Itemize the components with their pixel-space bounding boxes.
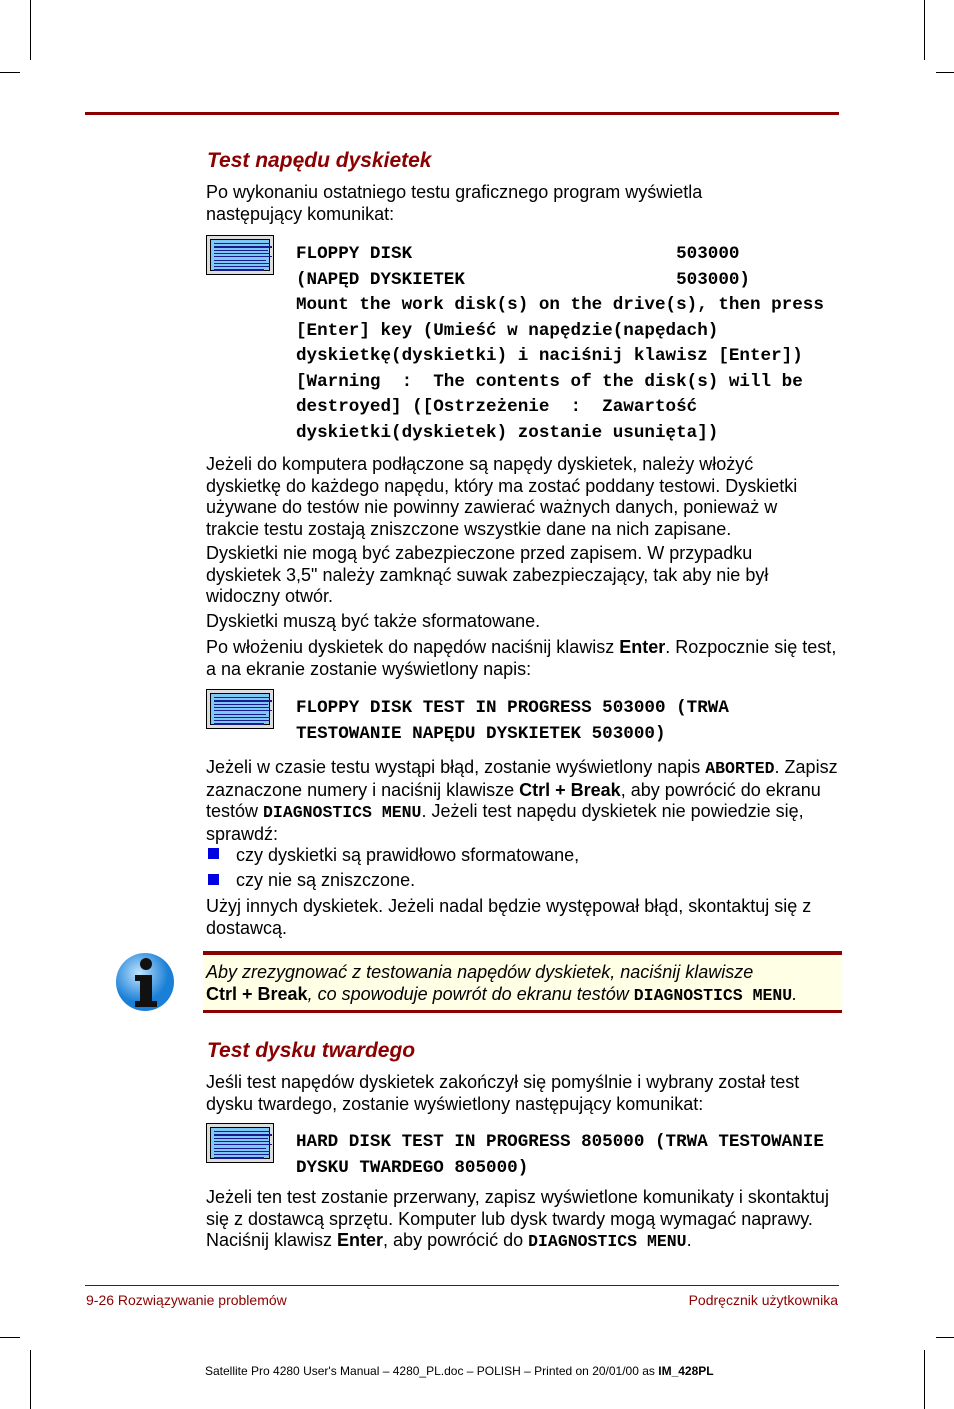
screen-line [214, 1144, 272, 1145]
screen-message: FLOPPY DISK 503000 (NAPĘD DYSKIETEK 503000) Mount the work disk(s) on the drive(s), then press [Enter] key (Umieść w napędzie(napędach) dyskietkę(dyskietki) i naciśnij klawisz [Enter]) [Warning : The contents of the disk(s) will be destroyed] ([Ostrzeżenie : Zawartość dyskietki(dyskietek) zostanie usunięta]) [296, 244, 824, 443]
screen-line [214, 707, 270, 708]
bullet-item: czy dyskietki są prawidłowo sformatowane, [236, 845, 580, 865]
paragraph: Użyj innych dyskietek. Jeżeli nadal będzie występował błąd, skontaktuj się z dostawcą. [206, 896, 812, 938]
screen-line [214, 700, 272, 701]
screen-line [214, 1134, 272, 1135]
screen-line [214, 717, 270, 718]
screen-line [214, 260, 266, 261]
print-info: Satellite Pro 4280 User's Manual – 4280_PL.doc – POLISH – Printed on 20/01/00 as IM_428PL [205, 1364, 714, 1378]
screen-icon [206, 235, 274, 275]
bullet-icon [208, 848, 219, 859]
screen-line [214, 1154, 270, 1155]
paragraph: Jeżeli ten test zostanie przerwany, zapisz wyświetlone komunikaty i skontaktuj się z dostawcą sprzętu. Komputer lub dysk twardy mogą wymagać naprawy. Naciśnij klawisz Enter, aby powrócić do DIAGNOSTICS MENU. [206, 1187, 829, 1251]
bullet-item: czy nie są zniszczone. [236, 870, 416, 890]
screen-line [214, 1151, 270, 1152]
screen-line [214, 250, 268, 251]
footer-right: Podręcznik użytkownika [688, 1292, 838, 1308]
crop-mark [924, 1350, 925, 1409]
section-title: Test dysku twardego [207, 1039, 416, 1062]
paragraph: Po wykonaniu ostatniego testu graficznego program wyświetla następujący komunikat: [206, 182, 703, 224]
screen-line [214, 1131, 270, 1132]
screen-line [214, 723, 264, 724]
screen-line [214, 246, 272, 247]
footer-rule [85, 1285, 839, 1286]
screen-message: FLOPPY DISK TEST IN PROGRESS 503000 (TRWA TESTOWANIE NAPĘDU DYSKIETEK 503000) [296, 698, 729, 744]
paragraph: Dyskietki nie mogą być zabezpieczone przed zapisem. W przypadku dyskietek 3,5" należy zamknąć suwak zabezpieczający, tak aby nie był widoczny otwór. [206, 543, 769, 606]
paragraph: Jeżeli w czasie testu wystąpi błąd, zostanie wyświetlony napis ABORTED. Zapisz zaznaczone numery i naciśnij klawisze Ctrl + Break, aby powrócić do ekranu testów DIAGNOSTICS MENU. Jeżeli test napędu dyskietek nie powiedzie się, sprawdź: [206, 757, 838, 844]
note-box [203, 951, 842, 1013]
screen-line [214, 697, 270, 698]
screen-message: HARD DISK TEST IN PROGRESS 805000 (TRWA TESTOWANIE DYSKU TWARDEGO 805000) [296, 1132, 824, 1178]
crop-mark [30, 1350, 31, 1409]
screen-line [214, 266, 270, 267]
screen-icon [206, 689, 274, 729]
crop-mark [936, 72, 954, 73]
paragraph: Jeżeli do komputera podłączone są napędy dyskietek, należy włożyć dyskietkę do każdego napędu, który ma zostać poddany testowi. Dyskietki używane do testów nie powinny zawierać ważnych danych, ponieważ w trakcie testu zostają zniszczone wszystkie dane na nich zapisane. [206, 454, 798, 539]
crop-mark [0, 72, 20, 73]
screen-line [214, 256, 272, 257]
screen-line [214, 1138, 268, 1139]
footer-left: 9-26 Rozwiązywanie problemów [86, 1292, 287, 1308]
paragraph: Dyskietki muszą być także sformatowane. [206, 611, 541, 631]
crop-mark [936, 1337, 954, 1338]
screen-line [214, 263, 270, 264]
crop-mark [30, 0, 31, 60]
paragraph: Po włożeniu dyskietek do napędów naciśnij klawisz Enter. Rozpocznie się test, a na ekranie zostanie wyświetlony napis: [206, 637, 837, 679]
screen-icon [206, 1123, 274, 1163]
screen-line [214, 1141, 270, 1142]
screen-line [214, 253, 270, 254]
screen-line [214, 1148, 266, 1149]
paragraph: Jeśli test napędów dyskietek zakończył się pomyślnie i wybrany został test dysku twardego, zostanie wyświetlony następujący komunikat: [206, 1072, 800, 1114]
header-rule [85, 112, 839, 115]
note-text: Aby zrezygnować z testowania napędów dyskietek, naciśnij klawisze Ctrl + Break, co spowoduje powrót do ekranu testów DIAGNOSTICS MENU. [206, 962, 798, 1005]
bullet-icon [208, 874, 219, 885]
screen-line [214, 714, 266, 715]
info-icon [115, 951, 177, 1013]
crop-mark [924, 0, 925, 60]
screen-line [214, 243, 270, 244]
section-title: Test napędu dyskietek [207, 149, 432, 172]
crop-mark [0, 1337, 20, 1338]
screen-line [214, 1157, 264, 1158]
screen-line [214, 710, 272, 711]
screen-line [214, 269, 264, 270]
screen-line [214, 704, 268, 705]
screen-line [214, 720, 270, 721]
